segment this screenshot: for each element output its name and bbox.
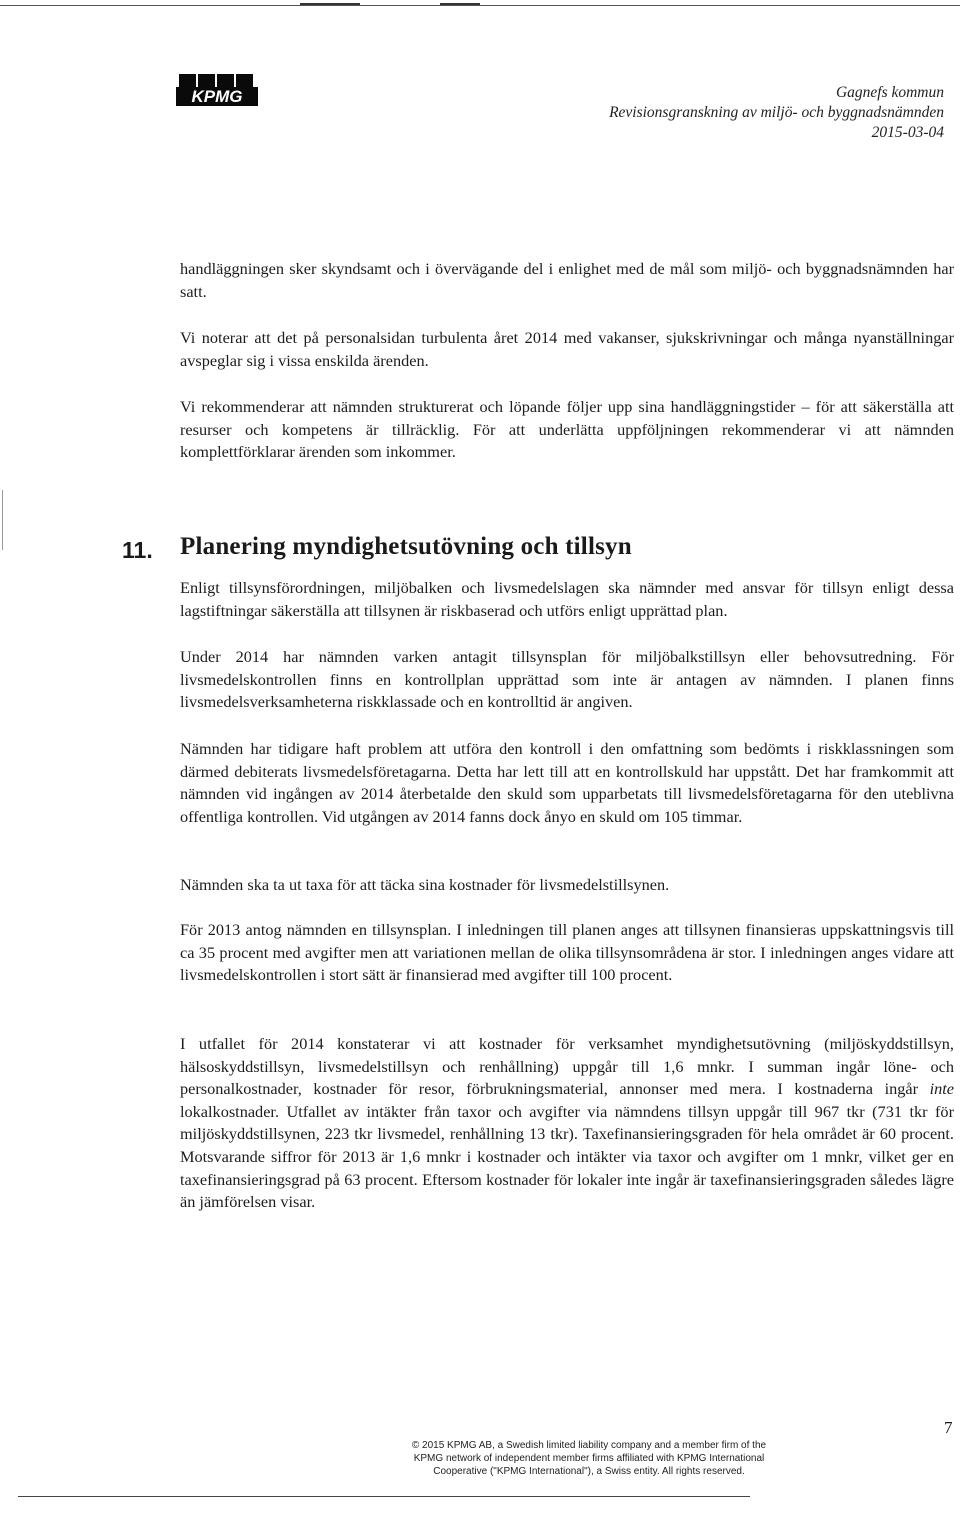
paragraph: Nämnden ska ta ut taxa för att täcka sina kostnader för livsmedelstillsynen. [180, 875, 670, 894]
kpmg-logo [176, 73, 258, 107]
header-org: Gagnefs kommun [835, 84, 944, 101]
document-header [609, 83, 944, 143]
paragraph: handläggningen sker skyndsamt och i övervägande del i enlighet med de mål som miljö- och byggnadsnämnden har satt. [180, 259, 954, 301]
paragraph-costs [180, 1033, 954, 1214]
emphasis-text: inte [929, 1079, 954, 1099]
copyright-footer [385, 1439, 793, 1478]
paragraph-text: I utfallet för 2014 konstaterar vi att kostnader för verksamhet myndighetsutövning (miljöskyddstillsyn, hälsoskyddstillsyn, livsmedelstillsyn och renhållning) uppgår till 1,6 mnkr. I summan ingår löne- och personalkostnader, kostnader för resor, förbrukningsmaterial, annonser med mera. I kostnaderna ingår [180, 1034, 954, 1099]
scan-mark [440, 3, 480, 5]
paragraph: Nämnden har tidigare haft problem att utföra den kontroll i den omfattning som bedömts i riskklassningen som därmed debiterats livsmedelsföretagarna. Detta har lett till att en kontrollskuld har uppstått. Det har framkommit att nämnden vid ingången av 2014 återbetalde den skuld som upparbetats till livsmedelsföretagarna för den uteblivna offentliga kontrollen. Vid utgången av 2014 fanns dock ånyo en skuld om 105 timmar. [180, 739, 954, 826]
bottom-rule [18, 1496, 750, 1497]
paragraph: Vi noterar att det på personalsidan turbulenta året 2014 med vakanser, sjukskrivningar och många nyanställningar avspeglar sig i vissa enskilda ärenden. [180, 328, 954, 370]
header-date: 2015-03-04 [871, 124, 944, 141]
paragraph: För 2013 antog nämnden en tillsynsplan. I inledningen till planen anges att tillsynen finansieras uppskattningsvis till ca 35 procent med avgifter men att variationen mellan de olika tillsynsområdena är stor. I inledningen anges vidare att livsmedelskontrollen i stort sätt är finansierad med avgifter till 100 procent. [180, 920, 954, 985]
logo-text: KPMG [191, 87, 243, 106]
paragraph-text: lokalkostnader. Utfallet av intäkter från taxor och avgifter via nämndens tillsyn uppgår till 967 tkr (731 tkr för miljöskyddstillsynen, 223 tkr livsmedel, renhållning 13 tkr). Taxefinansieringsgraden för hela området är 60 procent. Motsvarande siffror för 2013 är 1,6 mnkr i kostnader och intäkter via taxor och avgifter om 1 mnkr, vilket ger en taxefinansieringsgrad på 63 procent. Eftersom kostnader för lokaler inte ingår är taxefinansieringsgraden således lägre än jämförelsen visar. [180, 1101, 954, 1212]
scan-mark [300, 3, 360, 5]
section-title: Planering myndighetsutövning och tillsyn [180, 533, 632, 560]
top-rule [0, 5, 960, 6]
page-number: 7 [944, 1418, 953, 1437]
header-report: Revisionsgranskning av miljö- och byggnadsnämnden [609, 104, 944, 121]
section-number: 11. [122, 537, 153, 563]
footer-line: Cooperative ("KPMG International"), a Swiss entity. All rights reserved. [433, 1466, 745, 1477]
paragraph: Under 2014 har nämnden varken antagit tillsynsplan för miljöbalkstillsyn eller behovsutredning. För livsmedelskontrollen finns en kontrollplan upprättad som inte är antagen av nämnden. I planen finns livsmedelsverksamheterna riskklassade och en kontrolltid är angiven. [180, 647, 954, 712]
paragraph: Vi rekommenderar att nämnden strukturerat och löpande följer upp sina handläggningstider – för att säkerställa att resurser och kompetens är tillräcklig. För att underlätta uppföljningen rekommenderar vi att nämnden komplettförklarar ärenden som inkommer. [180, 397, 954, 462]
scan-mark [2, 490, 3, 550]
footer-line: KPMG network of independent member firms affiliated with KPMG International [413, 1453, 765, 1464]
paragraph: Enligt tillsynsförordningen, miljöbalken och livsmedelslagen ska nämnder med ansvar för tillsyn enligt dessa lagstiftningar säkerställa att tillsynen är riskbaserad och utförs enligt upprättad plan. [180, 578, 954, 620]
footer-line: © 2015 KPMG AB, a Swedish limited liability company and a member firm of the [411, 1440, 767, 1451]
